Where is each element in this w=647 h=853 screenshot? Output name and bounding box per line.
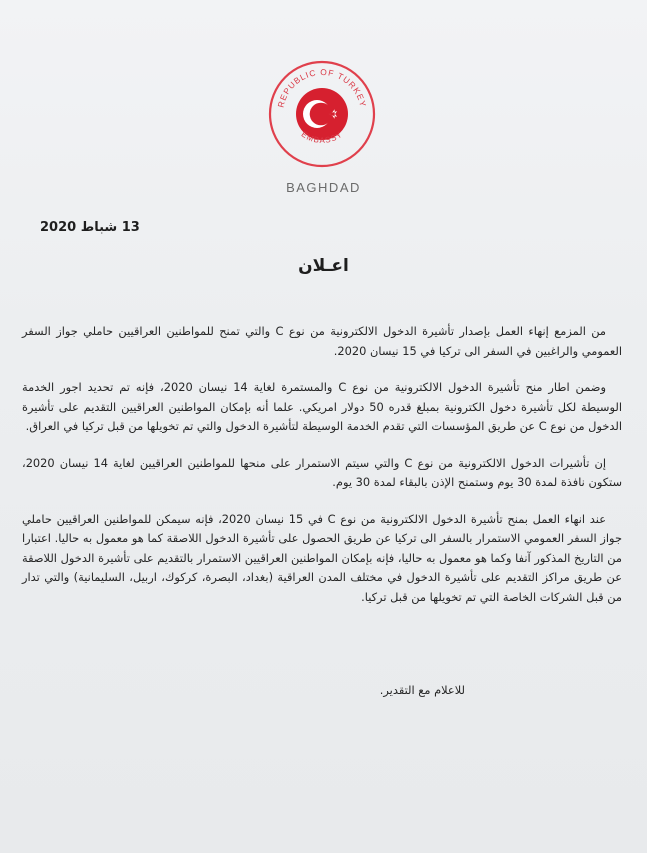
- city-name: BAGHDAD: [286, 180, 361, 195]
- announcement-title: اعـلان: [298, 256, 349, 276]
- seal-ring-top-text: REPUBLIC OF TURKEY: [275, 66, 369, 109]
- paragraph: من المزمع إنهاء العمل بإصدار تأشيرة الدخول الالكترونية من نوع C والتي تمنح للمواطنين العراقيين حاملي جواز السفر العمومي والراغبين في السفر الى تركيا في 15 نيسان 2020.: [22, 324, 622, 358]
- paragraph: عند انهاء العمل بمنح تأشيرة الدخول الالكترونية من نوع C في 15 نيسان 2020، فإنه سيمكن للمواطنين العراقيين حاملي جواز السفر العمومي الاستمرار بالسفر الى تركيا عن طريق الحصول على تأشيرة الدخول اللاصقة كما هو معمول به حاليا. اعتبارا من التاريخ المذكور آنفا وكما هو معمول به حاليا، فإنه بإمكان المواطنين العراقيين الاستمرار بالتقديم على تأشيرة الدخول اللاصقة عن طريق مراكز التقديم على تأشيرة الدخول في مختلف المدن العراقية (بغداد، البصرة، كركوك، اربيل، السليمانية) والتي تدار من قبل الشركات الخاصة التي تم تخويلها من قبل تركيا.: [22, 511, 622, 604]
- document-date: 13 شباط 2020: [40, 220, 140, 235]
- announcement-body: [22, 322, 622, 624]
- paragraph: وضمن اطار منح تأشيرة الدخول الالكترونية من نوع C والمستمرة لغاية 14 نيسان 2020، فإنه تم تحديد اجور الخدمة الوسيطة لكل تأشيرة دخول الكترونية بمبلغ قدره 50 دولار امريكي. علما أنه بإمكان المواطنين العراقيين التقديم على تأشيرة الدخول من نوع C عن طريق المؤسسات التي تقدم الخدمة الوسيطة لتأشيرة الدخول والتي تم تخويلها من قبل تركيا في العراق.: [22, 380, 622, 433]
- closing-line: للاعلام مع التقدير.: [379, 683, 465, 697]
- embassy-seal: [266, 58, 378, 170]
- seal-ring-bottom-text: EMBASSY: [299, 129, 345, 145]
- crescent-cut: [310, 103, 333, 126]
- paragraph: إن تأشيرات الدخول الالكترونية من نوع C والتي سيتم الاستمرار على منحها للمواطنين العراقيين لغاية 14 نيسان 2020، ستكون نافذة لمدة 30 يوم وستمنح الإذن بالبقاء لمدة 30 يوم.: [22, 455, 622, 489]
